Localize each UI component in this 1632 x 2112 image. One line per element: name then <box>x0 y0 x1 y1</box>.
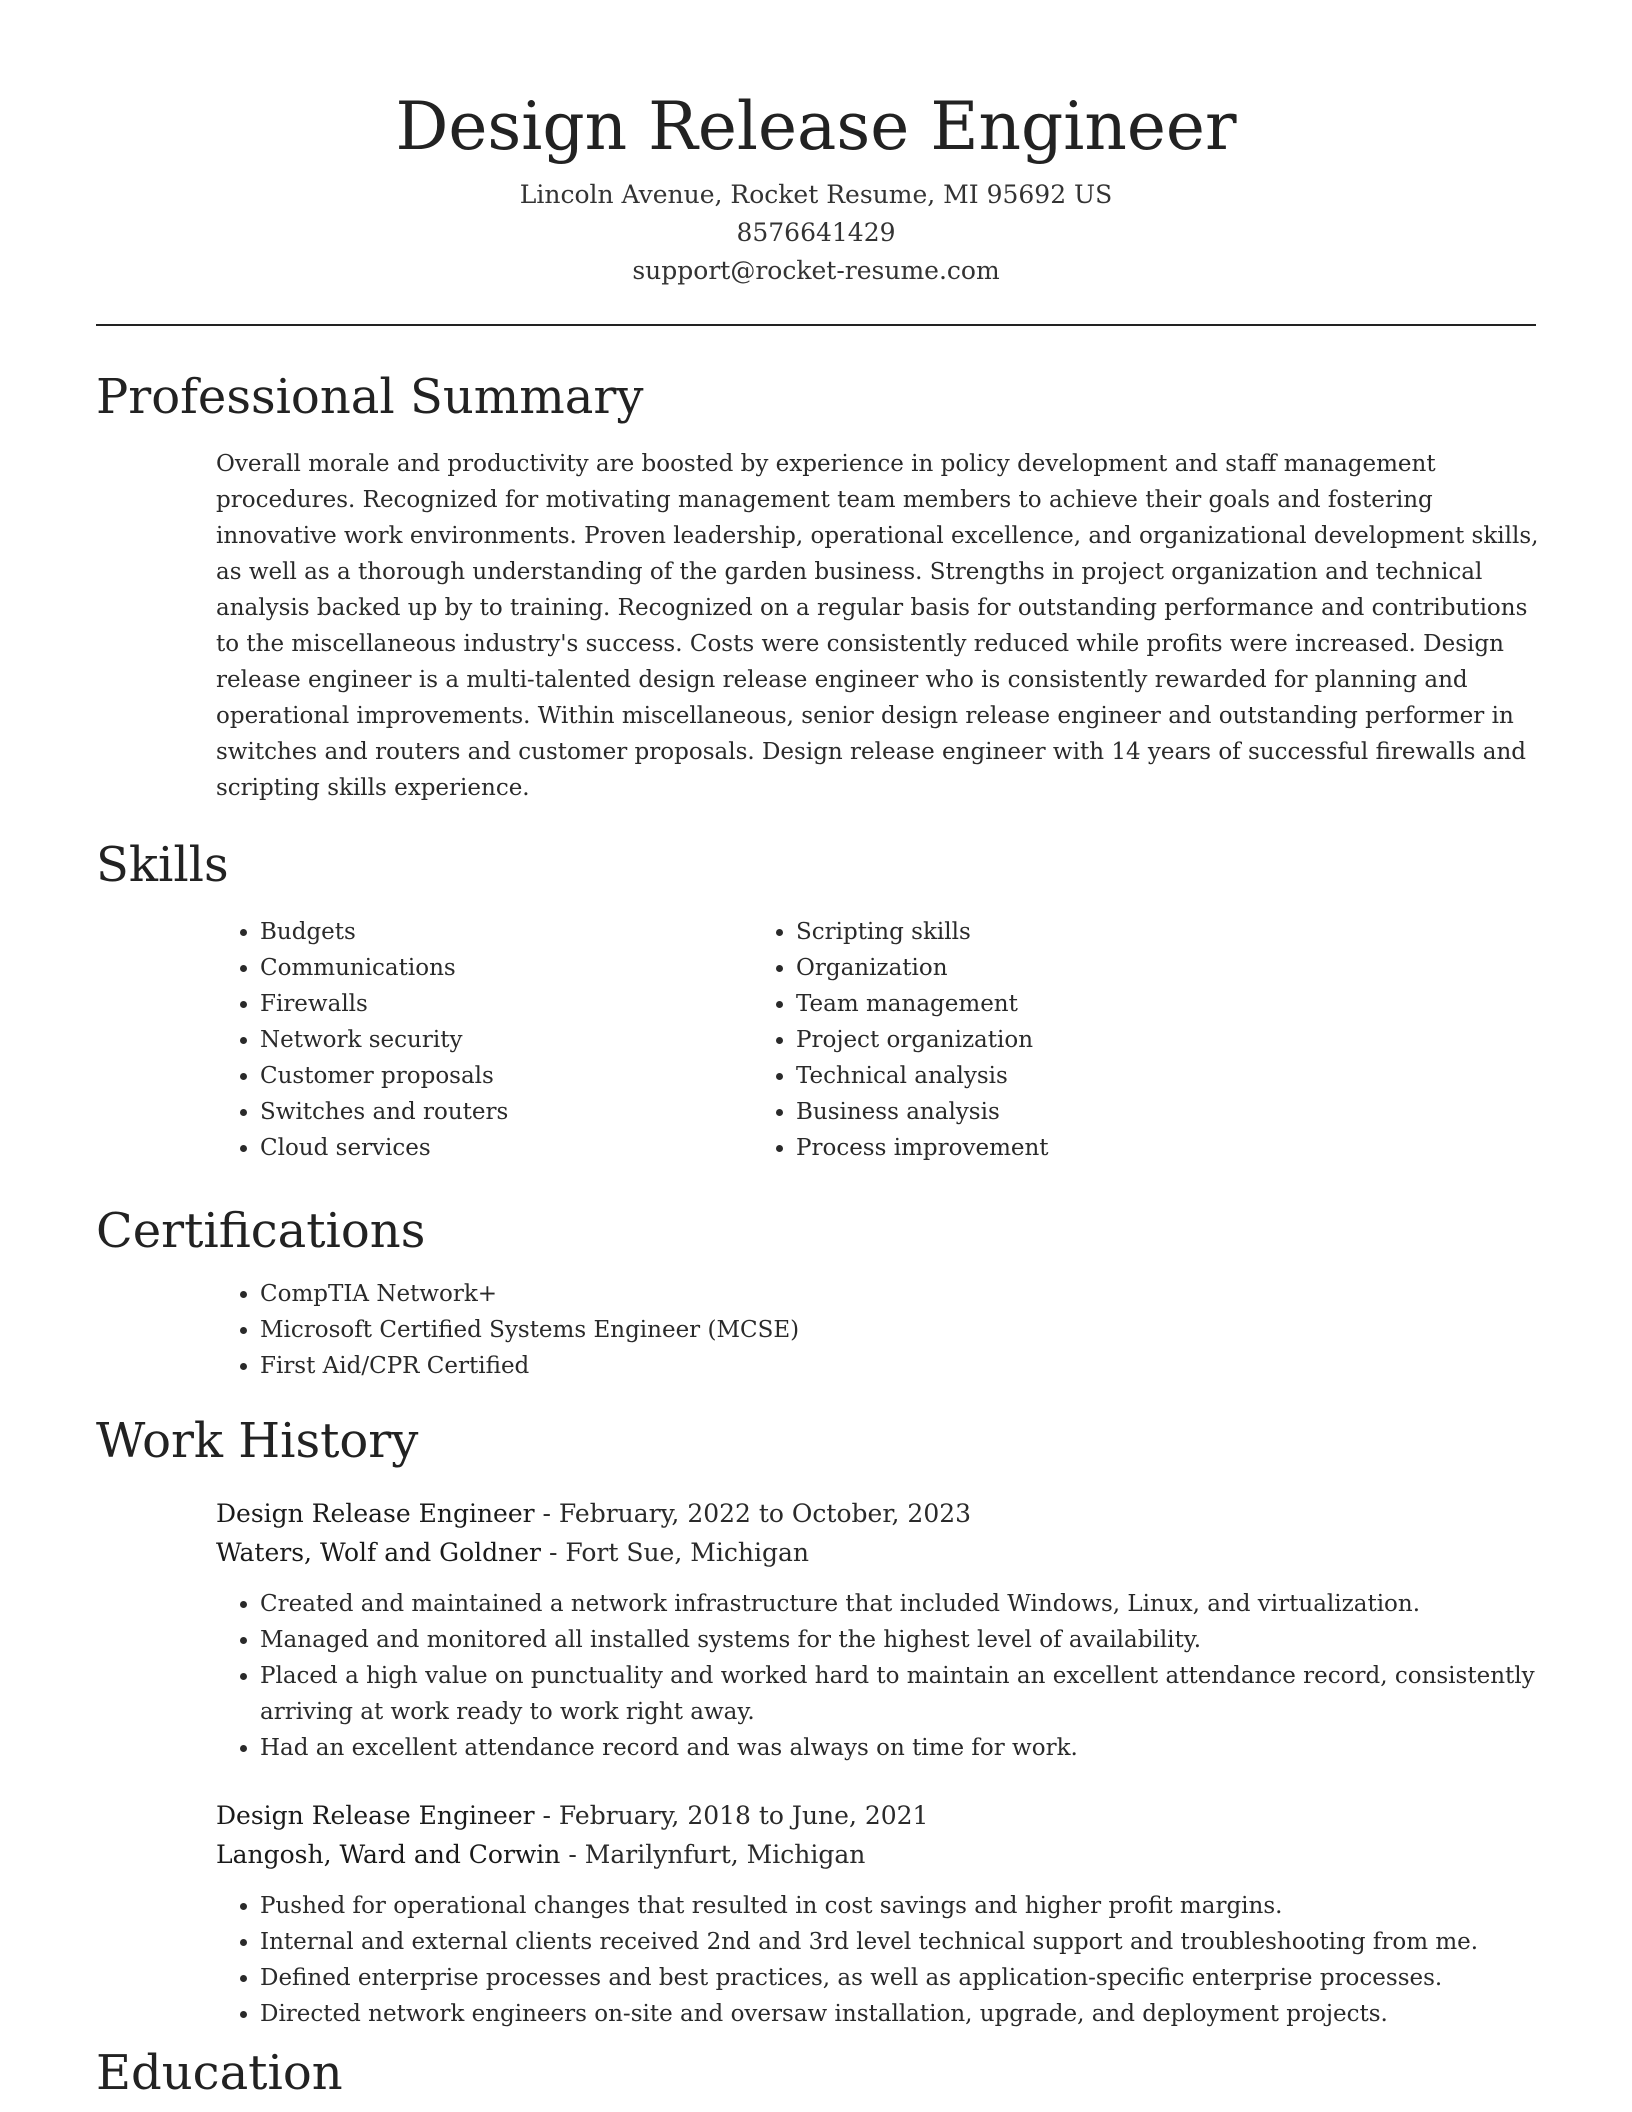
skill-item: • Switches and routers <box>260 1094 746 1130</box>
contact-phone: 8576641429 <box>736 218 896 247</box>
job-dates: - February, 2018 to June, 2021 <box>534 1801 929 1830</box>
skill-item: • Network security <box>260 1022 746 1058</box>
education-heading: Education <box>96 2045 343 2101</box>
candidate-name: Design Release Engineer <box>395 88 1237 165</box>
contact-email: support@rocket-resume.com <box>632 256 1000 285</box>
skills-heading: Skills <box>96 837 229 893</box>
skill-item: • Project organization <box>796 1022 1049 1058</box>
skill-item: • Scripting skills <box>796 914 1049 950</box>
skill-item: • Budgets <box>260 914 746 950</box>
contact-address: Lincoln Avenue, Rocket Resume, MI 95692 US <box>519 180 1113 209</box>
certification-item: • First Aid/CPR Certified <box>260 1348 1536 1384</box>
responsibility-item: • Internal and external clients received 2nd and 3rd level technical support and troubleshooting from me. <box>260 1924 1550 1960</box>
job-title-line <box>216 1494 1536 1533</box>
job-company: Waters, Wolf and Goldner <box>216 1538 542 1567</box>
job-entry <box>216 1494 1536 1766</box>
job-title-line <box>216 1796 1536 1835</box>
responsibility-item: • Managed and monitored all installed systems for the highest level of availability. <box>260 1622 1550 1658</box>
skills-list <box>96 914 1536 1166</box>
skill-item: • Customer proposals <box>260 1058 746 1094</box>
job-dates: - February, 2022 to October, 2023 <box>534 1499 972 1528</box>
summary-heading: Professional Summary <box>96 369 644 425</box>
job-location: - Marilynfurt, Michigan <box>560 1840 866 1869</box>
responsibility-item: • Pushed for operational changes that resulted in cost savings and higher profit margins. <box>260 1888 1550 1924</box>
skill-item: • Business analysis <box>796 1094 1049 1130</box>
job-company: Langosh, Ward and Corwin <box>216 1840 561 1869</box>
skill-item: • Communications <box>260 950 746 986</box>
job-company-line <box>216 1835 1536 1874</box>
job-entry <box>216 1796 1536 2032</box>
resume-page <box>96 0 1539 2104</box>
job-responsibilities <box>216 1586 1550 1766</box>
job-company-line <box>216 1533 1536 1572</box>
job-role: Design Release Engineer <box>216 1499 535 1528</box>
responsibility-item: • Created and maintained a network infrastructure that included Windows, Linux, and virtualization. <box>260 1586 1550 1622</box>
skill-item: • Firewalls <box>260 986 746 1022</box>
job-location: - Fort Sue, Michigan <box>541 1538 809 1567</box>
certification-item: • CompTIA Network+ <box>260 1276 1536 1312</box>
skill-item: • Technical analysis <box>796 1058 1049 1094</box>
skill-item: • Team management <box>796 986 1049 1022</box>
certifications-heading: Certifications <box>96 1203 426 1259</box>
responsibility-item: • Directed network engineers on-site and oversaw installation, upgrade, and deployment projects. <box>260 1996 1550 2032</box>
work-history-heading: Work History <box>96 1413 419 1469</box>
skill-item: • Process improvement <box>796 1130 1049 1166</box>
resume-header <box>96 0 1536 290</box>
summary-text: Overall morale and productivity are boosted by experience in policy development and staff management procedures. Recognized for motivating management team members to achieve their goals and fostering innovative work environments. Proven leadership, operational excellence, and organizational development skills, as well as a thorough understanding of the garden business. Strengths in project organization and technical analysis backed up by to training. Recognized on a regular basis for outstanding performance and contributions to the miscellaneous industry's success. Costs were consistently reduced while profits were increased. Design release engineer is a multi-talented design release engineer who is consistently rewarded for planning and operational improvements. Within miscellaneous, senior design release engineer and outstanding performer in switches and routers and customer proposals. Design release engineer with 14 years of successful firewalls and scripting skills experience. <box>216 451 1539 801</box>
skills-column-2 <box>746 914 1049 1166</box>
skills-column-1 <box>96 914 746 1166</box>
certifications-list <box>96 1276 1536 1384</box>
skill-item: • Cloud services <box>260 1130 746 1166</box>
responsibility-item: • Had an excellent attendance record and was always on time for work. <box>260 1730 1550 1766</box>
responsibility-item: • Defined enterprise processes and best practices, as well as application-specific enterprise processes. <box>260 1960 1550 1996</box>
job-responsibilities <box>216 1888 1550 2032</box>
certification-item: • Microsoft Certified Systems Engineer (MCSE) <box>260 1312 1536 1348</box>
job-role: Design Release Engineer <box>216 1801 535 1830</box>
responsibility-item: • Placed a high value on punctuality and worked hard to maintain an excellent attendance record, consistently arriving at work ready to work right away. <box>260 1658 1550 1730</box>
header-divider <box>96 324 1536 326</box>
skill-item: • Organization <box>796 950 1049 986</box>
